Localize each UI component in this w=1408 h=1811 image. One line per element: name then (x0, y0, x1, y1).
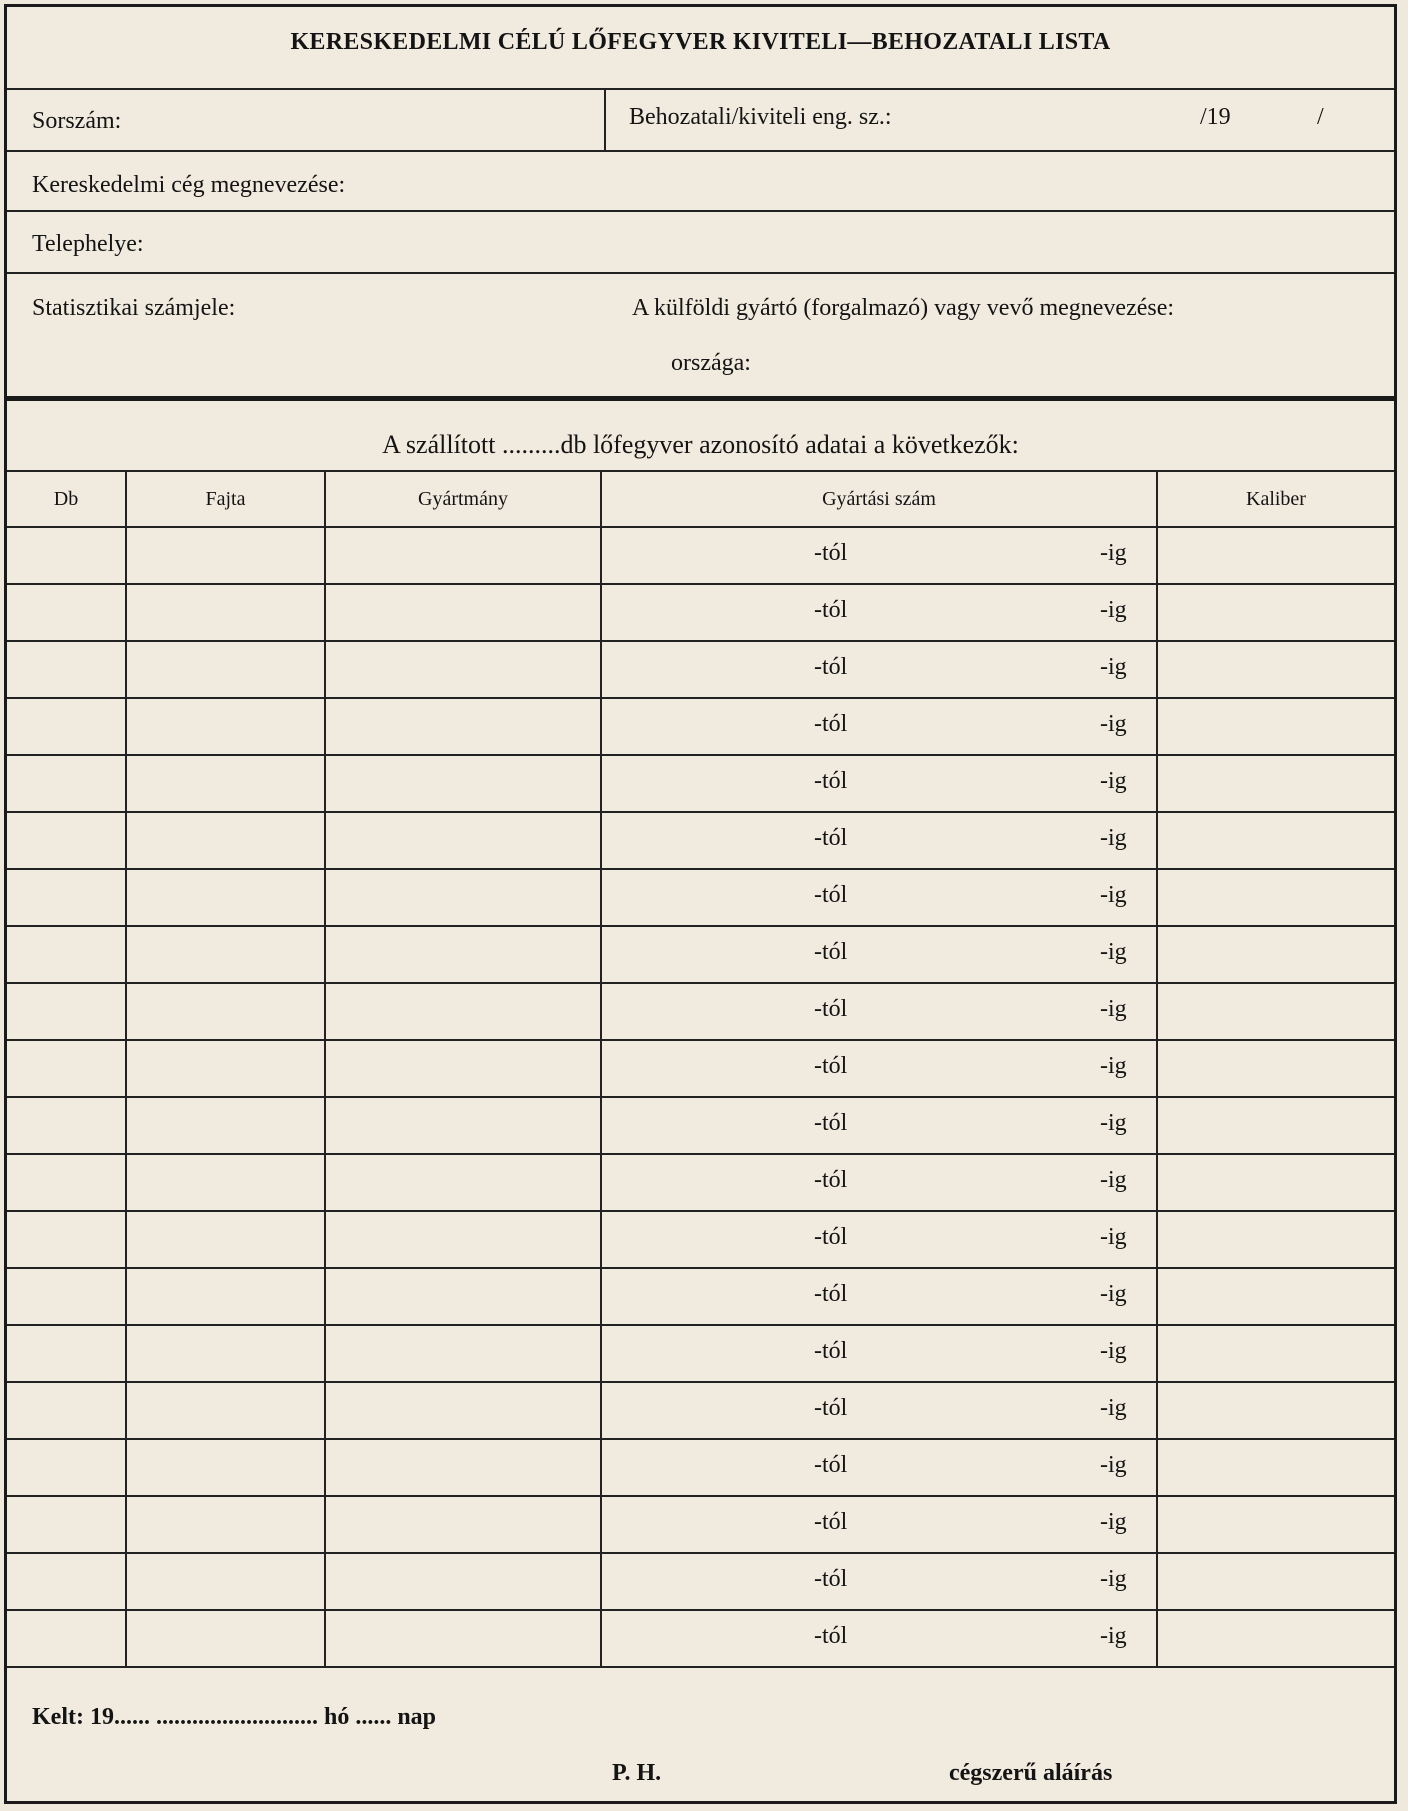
serial-cell[interactable] (601, 926, 1157, 983)
db-cell[interactable] (7, 1211, 126, 1268)
table-row (7, 1325, 1394, 1382)
serial-to-suffix: -ig (1100, 1338, 1127, 1364)
table-row (7, 1496, 1394, 1553)
db-cell[interactable] (7, 1553, 126, 1610)
serial-to-suffix: -ig (1100, 939, 1127, 965)
serial-cell[interactable] (601, 641, 1157, 698)
serial-cell[interactable] (601, 1610, 1157, 1667)
firearm-table (7, 470, 1394, 1668)
table-row (7, 1211, 1394, 1268)
caliber-cell[interactable] (1157, 1439, 1394, 1496)
make-cell[interactable] (325, 698, 601, 755)
section-divider (7, 396, 1394, 401)
table-row (7, 698, 1394, 755)
site-row (7, 212, 1394, 274)
serial-to-suffix: -ig (1100, 1110, 1127, 1136)
serial-from-suffix: -tól (814, 1566, 848, 1592)
type-cell[interactable] (126, 983, 325, 1040)
serial-cell[interactable] (601, 1325, 1157, 1382)
serial-cell[interactable] (601, 812, 1157, 869)
db-cell[interactable] (7, 1382, 126, 1439)
caliber-cell[interactable] (1157, 812, 1394, 869)
type-cell[interactable] (126, 527, 325, 584)
column-header-serial: Gyártási szám (601, 471, 1157, 527)
caliber-cell[interactable] (1157, 641, 1394, 698)
serial-to-suffix: -ig (1100, 1509, 1127, 1535)
serial-number-label: Sorszám: (32, 108, 122, 134)
table-row (7, 1610, 1394, 1667)
table-row (7, 983, 1394, 1040)
table-row (7, 812, 1394, 869)
serial-cell[interactable] (601, 1268, 1157, 1325)
serial-cell[interactable] (601, 527, 1157, 584)
signature-label: cégszerű aláírás (949, 1760, 1113, 1786)
caliber-cell[interactable] (1157, 1553, 1394, 1610)
make-cell[interactable] (325, 1268, 601, 1325)
company-name-row (7, 152, 1394, 212)
caliber-cell[interactable] (1157, 926, 1394, 983)
serial-to-suffix: -ig (1100, 996, 1127, 1022)
make-cell[interactable] (325, 641, 601, 698)
make-cell[interactable] (325, 1382, 601, 1439)
db-cell[interactable] (7, 1040, 126, 1097)
table-row (7, 755, 1394, 812)
make-cell[interactable] (325, 1325, 601, 1382)
caliber-cell[interactable] (1157, 869, 1394, 926)
db-cell[interactable] (7, 1154, 126, 1211)
type-cell[interactable] (126, 1325, 325, 1382)
foreign-party-label: A külföldi gyártó (forgalmazó) vagy vevő megnevezése: (632, 295, 1175, 321)
table-row (7, 1439, 1394, 1496)
caliber-cell[interactable] (1157, 1610, 1394, 1667)
permit-number-label: Behozatali/kiviteli eng. sz.: (629, 104, 892, 130)
db-cell[interactable] (7, 584, 126, 641)
type-cell[interactable] (126, 1211, 325, 1268)
caliber-cell[interactable] (1157, 1496, 1394, 1553)
db-cell[interactable] (7, 812, 126, 869)
table-row (7, 527, 1394, 584)
type-cell[interactable] (126, 1154, 325, 1211)
make-cell[interactable] (325, 584, 601, 641)
serial-from-suffix: -tól (814, 711, 848, 737)
serial-from-suffix: -tól (814, 1338, 848, 1364)
make-cell[interactable] (325, 527, 601, 584)
serial-to-suffix: -ig (1100, 1167, 1127, 1193)
type-cell[interactable] (126, 641, 325, 698)
serial-to-suffix: -ig (1100, 711, 1127, 737)
type-cell[interactable] (126, 869, 325, 926)
serial-from-suffix: -tól (814, 768, 848, 794)
type-cell[interactable] (126, 1496, 325, 1553)
table-row (7, 1040, 1394, 1097)
serial-cell[interactable] (601, 869, 1157, 926)
type-cell[interactable] (126, 1097, 325, 1154)
serial-from-suffix: -tól (814, 996, 848, 1022)
caliber-cell[interactable] (1157, 527, 1394, 584)
date-line: Kelt: 19...... ........................... hó ...... nap (32, 1704, 437, 1730)
serial-from-suffix: -tól (814, 1623, 848, 1649)
type-cell[interactable] (126, 1439, 325, 1496)
make-cell[interactable] (325, 1097, 601, 1154)
db-cell[interactable] (7, 1325, 126, 1382)
db-cell[interactable] (7, 527, 126, 584)
column-header-caliber: Kaliber (1157, 471, 1394, 527)
db-cell[interactable] (7, 983, 126, 1040)
type-cell[interactable] (126, 926, 325, 983)
make-cell[interactable] (325, 1553, 601, 1610)
serial-to-suffix: -ig (1100, 1566, 1127, 1592)
statistical-number-label: Statisztikai számjele: (32, 295, 236, 321)
db-cell[interactable] (7, 755, 126, 812)
make-cell[interactable] (325, 1610, 601, 1667)
country-label: országa: (671, 350, 751, 376)
column-header-make: Gyártmány (325, 471, 601, 527)
stamp-label: P. H. (612, 1760, 662, 1786)
company-name-label: Kereskedelmi cég megnevezése: (32, 172, 346, 198)
db-cell[interactable] (7, 641, 126, 698)
caliber-cell[interactable] (1157, 698, 1394, 755)
table-row (7, 1268, 1394, 1325)
serial-from-suffix: -tól (814, 1281, 848, 1307)
serial-to-suffix: -ig (1100, 1053, 1127, 1079)
serial-cell[interactable] (601, 983, 1157, 1040)
serial-from-suffix: -tól (814, 882, 848, 908)
serial-to-suffix: -ig (1100, 1452, 1127, 1478)
make-cell[interactable] (325, 1154, 601, 1211)
caliber-cell[interactable] (1157, 1325, 1394, 1382)
type-cell[interactable] (126, 1382, 325, 1439)
serial-to-suffix: -ig (1100, 882, 1127, 908)
column-header-db: Db (7, 471, 126, 527)
serial-from-suffix: -tól (814, 540, 848, 566)
make-cell[interactable] (325, 983, 601, 1040)
db-cell[interactable] (7, 698, 126, 755)
type-cell[interactable] (126, 1040, 325, 1097)
table-row (7, 641, 1394, 698)
serial-from-suffix: -tól (814, 1110, 848, 1136)
title-row (7, 7, 1394, 90)
serial-from-suffix: -tól (814, 1452, 848, 1478)
caliber-cell[interactable] (1157, 1040, 1394, 1097)
table-row (7, 1382, 1394, 1439)
serial-from-suffix: -tól (814, 1167, 848, 1193)
type-cell[interactable] (126, 1553, 325, 1610)
type-cell[interactable] (126, 1610, 325, 1667)
divider (604, 90, 606, 150)
serial-to-suffix: -ig (1100, 654, 1127, 680)
serial-to-suffix: -ig (1100, 1623, 1127, 1649)
serial-from-suffix: -tól (814, 939, 848, 965)
serial-to-suffix: -ig (1100, 1395, 1127, 1421)
serial-to-suffix: -ig (1100, 768, 1127, 794)
site-label: Telephelye: (32, 231, 144, 257)
caliber-cell[interactable] (1157, 983, 1394, 1040)
serial-cell[interactable] (601, 1097, 1157, 1154)
table-row (7, 1097, 1394, 1154)
column-header-type: Fajta (126, 471, 325, 527)
caliber-cell[interactable] (1157, 1097, 1394, 1154)
make-cell[interactable] (325, 755, 601, 812)
db-cell[interactable] (7, 1097, 126, 1154)
serial-from-suffix: -tól (814, 1224, 848, 1250)
serial-to-suffix: -ig (1100, 597, 1127, 623)
db-cell[interactable] (7, 1496, 126, 1553)
serial-cell[interactable] (601, 1382, 1157, 1439)
make-cell[interactable] (325, 1496, 601, 1553)
make-cell[interactable] (325, 812, 601, 869)
serial-cell[interactable] (601, 1211, 1157, 1268)
caliber-cell[interactable] (1157, 1154, 1394, 1211)
section-title: A szállított .........db lőfegyver azonosító adatai a következők: (382, 430, 1019, 459)
serial-to-suffix: -ig (1100, 1281, 1127, 1307)
serial-cell[interactable] (601, 1439, 1157, 1496)
table-row (7, 584, 1394, 641)
make-cell[interactable] (325, 869, 601, 926)
serial-cell[interactable] (601, 584, 1157, 641)
table-row (7, 1553, 1394, 1610)
firearm-import-export-form (4, 4, 1397, 1804)
table-row (7, 869, 1394, 926)
caliber-cell[interactable] (1157, 584, 1394, 641)
serial-to-suffix: -ig (1100, 825, 1127, 851)
table-row (7, 926, 1394, 983)
type-cell[interactable] (126, 1268, 325, 1325)
serial-from-suffix: -tól (814, 825, 848, 851)
make-cell[interactable] (325, 926, 601, 983)
make-cell[interactable] (325, 1211, 601, 1268)
serial-from-suffix: -tól (814, 597, 848, 623)
caliber-cell[interactable] (1157, 1268, 1394, 1325)
permit-year-prefix: /19 (1200, 104, 1231, 130)
serial-from-suffix: -tól (814, 1053, 848, 1079)
serial-cell[interactable] (601, 698, 1157, 755)
type-cell[interactable] (126, 812, 325, 869)
db-cell[interactable] (7, 869, 126, 926)
make-cell[interactable] (325, 1439, 601, 1496)
db-cell[interactable] (7, 926, 126, 983)
permit-slash: / (1317, 104, 1324, 130)
form-title: KERESKEDELMI CÉLÚ LŐFEGYVER KIVITELI—BEHOZATALI LISTA (290, 29, 1111, 55)
serial-to-suffix: -ig (1100, 1224, 1127, 1250)
serial-from-suffix: -tól (814, 1395, 848, 1421)
serial-from-suffix: -tól (814, 1509, 848, 1535)
serial-cell[interactable] (601, 1496, 1157, 1553)
db-cell[interactable] (7, 1439, 126, 1496)
serial-from-suffix: -tól (814, 654, 848, 680)
type-cell[interactable] (126, 584, 325, 641)
caliber-cell[interactable] (1157, 1211, 1394, 1268)
serial-cell[interactable] (601, 1553, 1157, 1610)
db-cell[interactable] (7, 1268, 126, 1325)
db-cell[interactable] (7, 1610, 126, 1667)
make-cell[interactable] (325, 1040, 601, 1097)
type-cell[interactable] (126, 755, 325, 812)
table-row (7, 1154, 1394, 1211)
serial-permit-row (7, 90, 1394, 152)
serial-cell[interactable] (601, 1154, 1157, 1211)
serial-cell[interactable] (601, 755, 1157, 812)
caliber-cell[interactable] (1157, 1382, 1394, 1439)
caliber-cell[interactable] (1157, 755, 1394, 812)
serial-cell[interactable] (601, 1040, 1157, 1097)
type-cell[interactable] (126, 698, 325, 755)
serial-to-suffix: -ig (1100, 540, 1127, 566)
